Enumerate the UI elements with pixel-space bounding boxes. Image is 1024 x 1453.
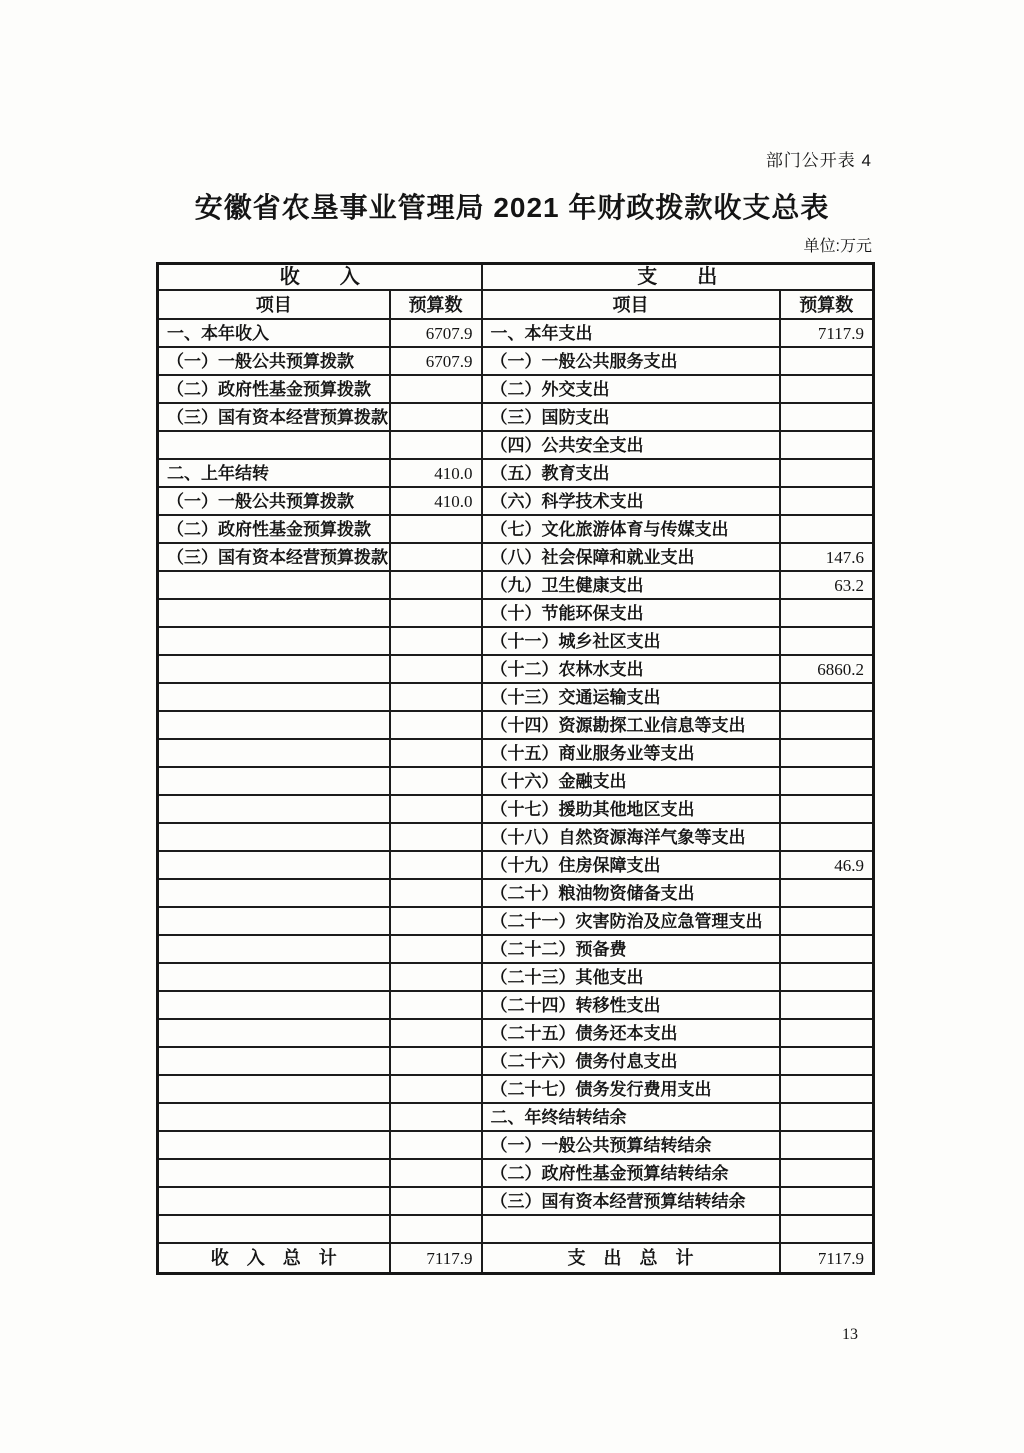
table-row [158, 683, 874, 711]
table-row [158, 1187, 874, 1215]
income-value-cell [390, 683, 482, 711]
expense-value-cell [780, 683, 874, 711]
income-item-cell [158, 767, 390, 795]
table-row [158, 739, 874, 767]
expense-item-cell: （十六）金融支出 [482, 767, 780, 795]
income-item-cell [158, 1047, 390, 1075]
income-value-cell [390, 1215, 482, 1243]
expense-item-cell: （八）社会保障和就业支出 [482, 543, 780, 571]
income-value-cell [390, 1159, 482, 1187]
table-row [158, 459, 874, 487]
income-item-cell [158, 795, 390, 823]
expense-value-cell [780, 431, 874, 459]
table-row [158, 543, 874, 571]
income-value-cell [390, 963, 482, 991]
expense-value-cell [780, 1047, 874, 1075]
expense-value-cell [780, 1019, 874, 1047]
income-value-cell [390, 795, 482, 823]
expense-value-cell [780, 1159, 874, 1187]
income-value-cell [390, 1019, 482, 1047]
expense-section-header: 支 出 [482, 264, 874, 291]
expense-value-cell [780, 403, 874, 431]
expense-item-cell: （三）国有资本经营预算结转结余 [482, 1187, 780, 1215]
table-row [158, 795, 874, 823]
expense-item-cell: （一）一般公共服务支出 [482, 347, 780, 375]
income-item-cell: 一、本年收入 [158, 319, 390, 347]
expense-value-cell [780, 347, 874, 375]
expense-value-cell [780, 711, 874, 739]
table-row [158, 1047, 874, 1075]
expense-value-cell [780, 1131, 874, 1159]
income-budget-column-header: 预算数 [390, 290, 482, 319]
table-row [158, 935, 874, 963]
expense-value-cell [780, 907, 874, 935]
income-item-cell: （三）国有资本经营预算拨款 [158, 543, 390, 571]
expense-budget-column-header: 预算数 [780, 290, 874, 319]
expense-value-cell: 46.9 [780, 851, 874, 879]
income-item-cell: （一）一般公共预算拨款 [158, 347, 390, 375]
table-row [158, 823, 874, 851]
expense-item-cell: （四）公共安全支出 [482, 431, 780, 459]
expense-value-cell [780, 991, 874, 1019]
expense-item-cell: （十四）资源勘探工业信息等支出 [482, 711, 780, 739]
income-total-value: 7117.9 [390, 1243, 482, 1274]
income-item-cell [158, 1187, 390, 1215]
expense-value-cell [780, 515, 874, 543]
table-row [158, 991, 874, 1019]
section-header-row [158, 264, 874, 291]
income-value-cell: 410.0 [390, 487, 482, 515]
expense-item-cell: （二十五）债务还本支出 [482, 1019, 780, 1047]
income-item-cell [158, 1103, 390, 1131]
income-item-cell: 二、上年结转 [158, 459, 390, 487]
table-footer [158, 1243, 874, 1274]
income-item-cell: （二）政府性基金预算拨款 [158, 375, 390, 403]
table-row [158, 963, 874, 991]
table-row [158, 1131, 874, 1159]
table-row [158, 375, 874, 403]
expense-value-cell [780, 1187, 874, 1215]
expense-item-cell: （九）卫生健康支出 [482, 571, 780, 599]
income-item-cell [158, 711, 390, 739]
income-item-cell [158, 599, 390, 627]
table-row [158, 403, 874, 431]
income-value-cell [390, 711, 482, 739]
expense-value-cell [780, 879, 874, 907]
income-item-cell [158, 627, 390, 655]
expense-value-cell: 147.6 [780, 543, 874, 571]
expense-value-cell [780, 795, 874, 823]
expense-item-cell: （二十六）债务付息支出 [482, 1047, 780, 1075]
expense-value-cell [780, 739, 874, 767]
income-total-label: 收 入 总 计 [158, 1243, 390, 1274]
table-row [158, 1159, 874, 1187]
income-item-cell: （三）国有资本经营预算拨款 [158, 403, 390, 431]
table-row [158, 571, 874, 599]
expense-item-cell: （二十三）其他支出 [482, 963, 780, 991]
expense-item-cell: （二十二）预备费 [482, 935, 780, 963]
header-note: 部门公开表 4 [765, 151, 872, 170]
income-value-cell [390, 991, 482, 1019]
table-row [158, 655, 874, 683]
expense-value-cell [780, 935, 874, 963]
expense-item-cell: （十二）农林水支出 [482, 655, 780, 683]
income-value-cell [390, 1075, 482, 1103]
income-item-cell: （二）政府性基金预算拨款 [158, 515, 390, 543]
table-row [158, 627, 874, 655]
table-header [158, 264, 874, 320]
expense-item-cell: （二十七）债务发行费用支出 [482, 1075, 780, 1103]
table-row [158, 851, 874, 879]
income-item-cell [158, 431, 390, 459]
table-body [158, 319, 874, 1243]
income-value-cell [390, 767, 482, 795]
income-item-cell [158, 739, 390, 767]
expense-item-cell: （十）节能环保支出 [482, 599, 780, 627]
expense-value-cell [780, 823, 874, 851]
income-value-cell: 410.0 [390, 459, 482, 487]
income-item-column-header: 项目 [158, 290, 390, 319]
income-value-cell [390, 1131, 482, 1159]
page-title: 安徽省农垦事业管理局 2021 年财政拨款收支总表 [194, 192, 830, 223]
table-row [158, 599, 874, 627]
table-row [158, 711, 874, 739]
expense-value-cell [780, 1215, 874, 1243]
expense-value-cell [780, 627, 874, 655]
income-value-cell [390, 515, 482, 543]
column-header-row [158, 290, 874, 319]
expense-item-cell: （二十四）转移性支出 [482, 991, 780, 1019]
income-section-header: 收 入 [158, 264, 482, 291]
table-row [158, 347, 874, 375]
expense-total-value: 7117.9 [780, 1243, 874, 1274]
expense-item-cell: 一、本年支出 [482, 319, 780, 347]
budget-table [156, 262, 875, 1275]
table-row [158, 515, 874, 543]
income-item-cell [158, 991, 390, 1019]
income-value-cell [390, 935, 482, 963]
table-row [158, 879, 874, 907]
income-value-cell [390, 907, 482, 935]
income-value-cell [390, 851, 482, 879]
expense-item-cell: （十五）商业服务业等支出 [482, 739, 780, 767]
expense-item-cell: （十七）援助其他地区支出 [482, 795, 780, 823]
table-row [158, 1075, 874, 1103]
income-value-cell: 6707.9 [390, 319, 482, 347]
table-row [158, 1215, 874, 1243]
income-value-cell [390, 543, 482, 571]
income-value-cell [390, 879, 482, 907]
income-item-cell [158, 1075, 390, 1103]
unit-label: 单位:万元 [803, 238, 872, 255]
expense-item-cell: （二十）粮油物资储备支出 [482, 879, 780, 907]
income-value-cell [390, 403, 482, 431]
expense-item-cell: （七）文化旅游体育与传媒支出 [482, 515, 780, 543]
expense-item-cell: （十三）交通运输支出 [482, 683, 780, 711]
expense-item-cell: （十八）自然资源海洋气象等支出 [482, 823, 780, 851]
expense-value-cell [780, 459, 874, 487]
income-item-cell [158, 907, 390, 935]
expense-value-cell [780, 963, 874, 991]
table-row [158, 907, 874, 935]
expense-value-cell: 6860.2 [780, 655, 874, 683]
expense-item-column-header: 项目 [482, 290, 780, 319]
table-row [158, 1019, 874, 1047]
expense-value-cell [780, 1103, 874, 1131]
expense-value-cell [780, 599, 874, 627]
income-item-cell [158, 823, 390, 851]
income-item-cell [158, 1019, 390, 1047]
income-value-cell [390, 1103, 482, 1131]
income-value-cell [390, 571, 482, 599]
income-value-cell [390, 1187, 482, 1215]
income-value-cell [390, 599, 482, 627]
expense-value-cell: 7117.9 [780, 319, 874, 347]
expense-value-cell [780, 767, 874, 795]
expense-item-cell: （十九）住房保障支出 [482, 851, 780, 879]
income-value-cell [390, 375, 482, 403]
income-value-cell: 6707.9 [390, 347, 482, 375]
table-row [158, 767, 874, 795]
expense-value-cell [780, 375, 874, 403]
income-value-cell [390, 431, 482, 459]
income-value-cell [390, 655, 482, 683]
expense-value-cell [780, 487, 874, 515]
expense-item-cell: （二十一）灾害防治及应急管理支出 [482, 907, 780, 935]
expense-value-cell [780, 1075, 874, 1103]
expense-item-cell: （一）一般公共预算结转结余 [482, 1131, 780, 1159]
table-row [158, 487, 874, 515]
income-item-cell [158, 571, 390, 599]
income-item-cell [158, 851, 390, 879]
income-item-cell [158, 1159, 390, 1187]
income-value-cell [390, 1047, 482, 1075]
expense-item-cell: （二）外交支出 [482, 375, 780, 403]
income-value-cell [390, 627, 482, 655]
income-item-cell [158, 879, 390, 907]
expense-item-cell: 二、年终结转结余 [482, 1103, 780, 1131]
income-value-cell [390, 823, 482, 851]
income-item-cell [158, 935, 390, 963]
expense-total-label: 支 出 总 计 [482, 1243, 780, 1274]
expense-item-cell: （五）教育支出 [482, 459, 780, 487]
total-row [158, 1243, 874, 1274]
expense-item-cell: （二）政府性基金预算结转结余 [482, 1159, 780, 1187]
page-number: 13 [842, 1326, 858, 1343]
income-item-cell: （一）一般公共预算拨款 [158, 487, 390, 515]
expense-value-cell: 63.2 [780, 571, 874, 599]
income-item-cell [158, 683, 390, 711]
income-value-cell [390, 739, 482, 767]
table-row [158, 1103, 874, 1131]
income-item-cell [158, 963, 390, 991]
expense-item-cell: （三）国防支出 [482, 403, 780, 431]
table-row [158, 431, 874, 459]
expense-item-cell [482, 1215, 780, 1243]
income-item-cell [158, 1131, 390, 1159]
expense-item-cell: （六）科学技术支出 [482, 487, 780, 515]
table-row [158, 319, 874, 347]
income-item-cell [158, 655, 390, 683]
income-item-cell [158, 1215, 390, 1243]
expense-item-cell: （十一）城乡社区支出 [482, 627, 780, 655]
